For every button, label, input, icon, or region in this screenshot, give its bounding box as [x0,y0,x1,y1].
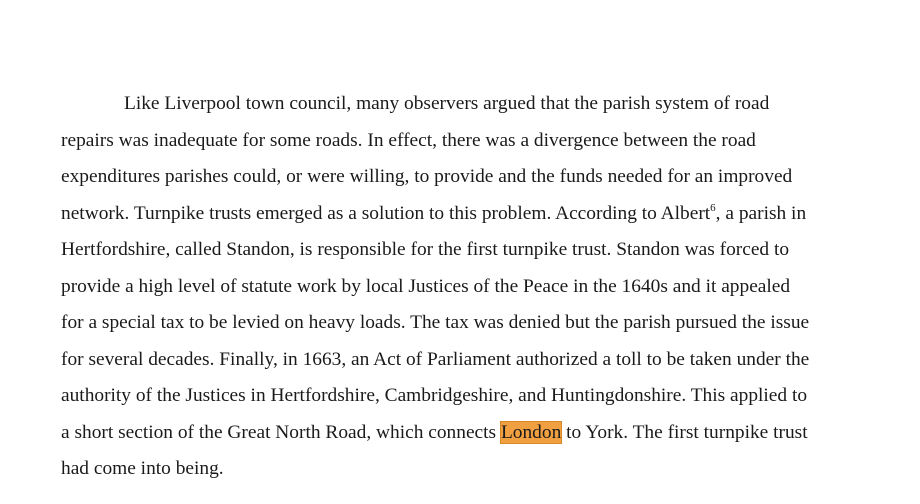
body-paragraph [61,86,881,488]
text-line-6: provide a high level of statute work by local Justices of the Peace in the 1640s and it appealed [61,275,791,297]
text-line-10-tail: to York. The first turnpike trust [561,421,808,443]
text-line-3: expenditures parishes could, or were willing, to provide and the funds needed for an improved [61,166,793,187]
footnote-reference[interactable]: 6 [710,201,716,214]
text-line-4-tail: , a parish in [715,202,807,224]
text-line-4-main: network. Turnpike trusts emerged as a solution to this problem. According to Albert [61,202,711,224]
text-line-9: authority of the Justices in Hertfordshire, Cambridgeshire, and Huntingdonshire. This applied to [61,385,808,406]
text-line-5: Hertfordshire, called Standon, is responsible for the first turnpike trust. Standon was forced to [61,239,790,260]
text-line-1: Like Liverpool town council, many observers argued that the parish system of road [124,93,770,114]
text-line-7: for a special tax to be levied on heavy loads. The tax was denied but the parish pursued the issue [61,312,810,333]
highlighted-word[interactable]: London [500,421,562,443]
text-line-10 [61,415,881,452]
text-line-4 [61,196,881,233]
text-line-11: had come into being. [61,458,224,479]
text-line-8: for several decades. Finally, in 1663, an Act of Parliament authorized a toll to be taken under the [61,348,810,370]
text-line-10-main: a short section of the Great North Road, which connects [61,421,501,443]
text-line-2: repairs was inadequate for some roads. In effect, there was a divergence between the road [61,129,756,151]
